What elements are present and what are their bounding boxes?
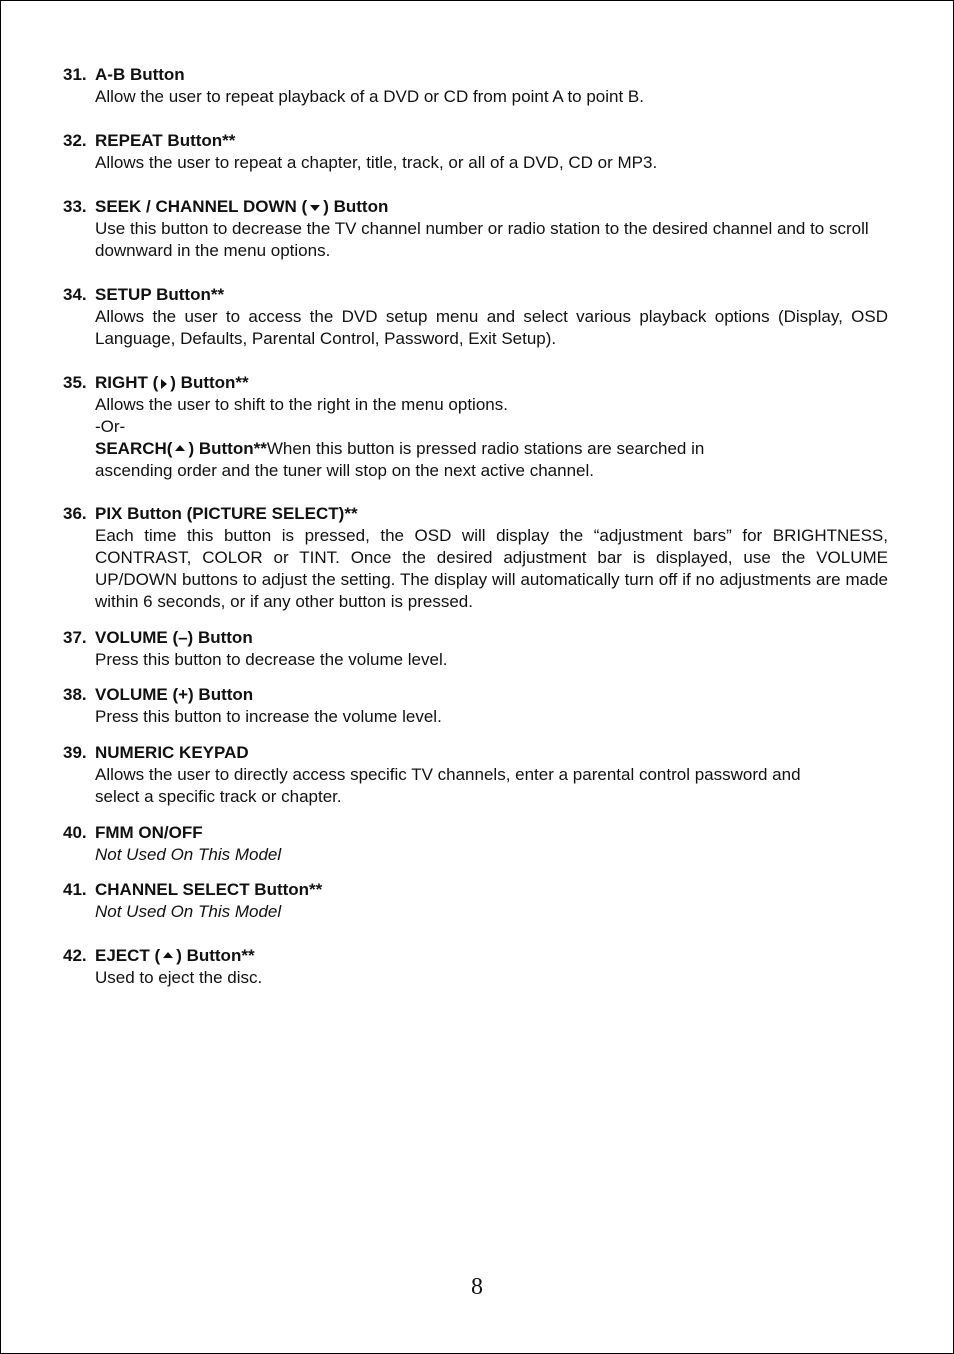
item-description-line-2: select a specific track or chapter. — [95, 787, 342, 806]
item-title-post: ) Button** — [170, 373, 249, 392]
item-or-separator: -Or- — [95, 417, 126, 436]
eject-icon — [163, 952, 173, 958]
item-heading — [63, 130, 888, 152]
item-description: Not Used On This Model — [95, 845, 282, 864]
item-description: Allows the user to shift to the right in the menu options. — [95, 395, 508, 414]
item-number: 41. — [63, 880, 87, 899]
item-title-post: ) Button — [323, 197, 389, 216]
item-title: REPEAT Button** — [95, 131, 236, 150]
item-number: 32. — [63, 131, 87, 150]
item-description: Allows the user to repeat a chapter, title, track, or all of a DVD, CD or MP3. — [95, 153, 658, 172]
item-heading — [63, 822, 888, 844]
item-42 — [63, 945, 888, 989]
item-title: CHANNEL SELECT Button** — [95, 880, 323, 899]
item-36 — [63, 503, 888, 613]
item-38 — [63, 684, 888, 728]
item-description-last: ascending order and the tuner will stop on the next active channel. — [95, 461, 594, 480]
item-title: SETUP Button** — [95, 285, 225, 304]
item-33 — [63, 196, 888, 262]
item-description: Used to eject the disc. — [95, 968, 263, 987]
item-number: 31. — [63, 65, 87, 84]
right-arrow-icon — [161, 379, 167, 389]
item-title: FMM ON/OFF — [95, 823, 203, 842]
item-39 — [63, 742, 888, 808]
item-heading — [63, 627, 888, 649]
item-title: PIX Button (PICTURE SELECT)** — [95, 504, 358, 523]
up-arrow-icon — [175, 445, 185, 451]
item-description: Press this button to increase the volume level. — [95, 707, 442, 726]
item-description: Each time this button is pressed, the OSD will display the “adjustment bars” for BRIGHTNESS, CONTRAST, COLOR or TINT. Once the desired adjustment bar is displayed, use the VOLUME UP/DOWN buttons to adjust the setting. The display will automatically turn off if no adjustments are made within 6 seconds, or if any other button is pressed. — [95, 526, 888, 611]
item-heading — [63, 879, 888, 901]
item-number: 40. — [63, 823, 87, 842]
down-arrow-icon — [310, 205, 320, 211]
item-title-pre: SEEK / CHANNEL DOWN ( — [95, 197, 308, 216]
item-35 — [63, 372, 888, 482]
search-title-pre: SEARCH( — [95, 439, 173, 458]
item-heading — [63, 742, 888, 764]
item-heading — [63, 64, 888, 86]
item-32 — [63, 130, 888, 174]
item-title-pre: RIGHT ( — [95, 373, 159, 392]
item-34 — [63, 284, 888, 350]
item-description: Press this button to decrease the volume level. — [95, 650, 448, 669]
item-37 — [63, 627, 888, 671]
item-title: A-B Button — [95, 65, 185, 84]
item-heading — [63, 684, 888, 706]
item-description: Allows the user to access the DVD setup menu and select various playback options (Display, OSD Language, Defaults, Parental Control, Password, Exit Setup). — [95, 307, 888, 348]
item-title-pre: EJECT ( — [95, 946, 161, 965]
item-description: Use this button to decrease the TV channel number or radio station to the desired channel and to scroll downward in the menu options. — [95, 219, 869, 260]
item-number: 34. — [63, 285, 87, 304]
item-number: 36. — [63, 504, 87, 523]
item-description: Not Used On This Model — [95, 902, 282, 921]
item-40 — [63, 822, 888, 866]
item-number: 37. — [63, 628, 87, 647]
item-number: 33. — [63, 197, 87, 216]
search-title-post: ) Button** — [188, 439, 267, 458]
item-number: 39. — [63, 743, 87, 762]
item-title-post: ) Button** — [176, 946, 255, 965]
search-description: When this button is pressed radio stations are searched in — [266, 439, 705, 458]
item-description: Allow the user to repeat playback of a DVD or CD from point A to point B. — [95, 87, 644, 106]
item-number: 42. — [63, 946, 87, 965]
item-41 — [63, 879, 888, 923]
item-heading — [63, 503, 888, 525]
item-heading — [63, 196, 888, 218]
item-number: 35. — [63, 373, 87, 392]
item-heading — [63, 372, 888, 394]
item-31 — [63, 64, 888, 108]
item-search-line — [95, 438, 888, 460]
item-heading — [63, 284, 888, 306]
item-title: NUMERIC KEYPAD — [95, 743, 249, 762]
item-title: VOLUME (–) Button — [95, 628, 253, 647]
item-heading — [63, 945, 888, 967]
item-description-line-1: Allows the user to directly access specific TV channels, enter a parental control password and — [95, 765, 801, 784]
page-number: 8 — [471, 1274, 483, 1300]
item-number: 38. — [63, 685, 87, 704]
item-title: VOLUME (+) Button — [95, 685, 254, 704]
